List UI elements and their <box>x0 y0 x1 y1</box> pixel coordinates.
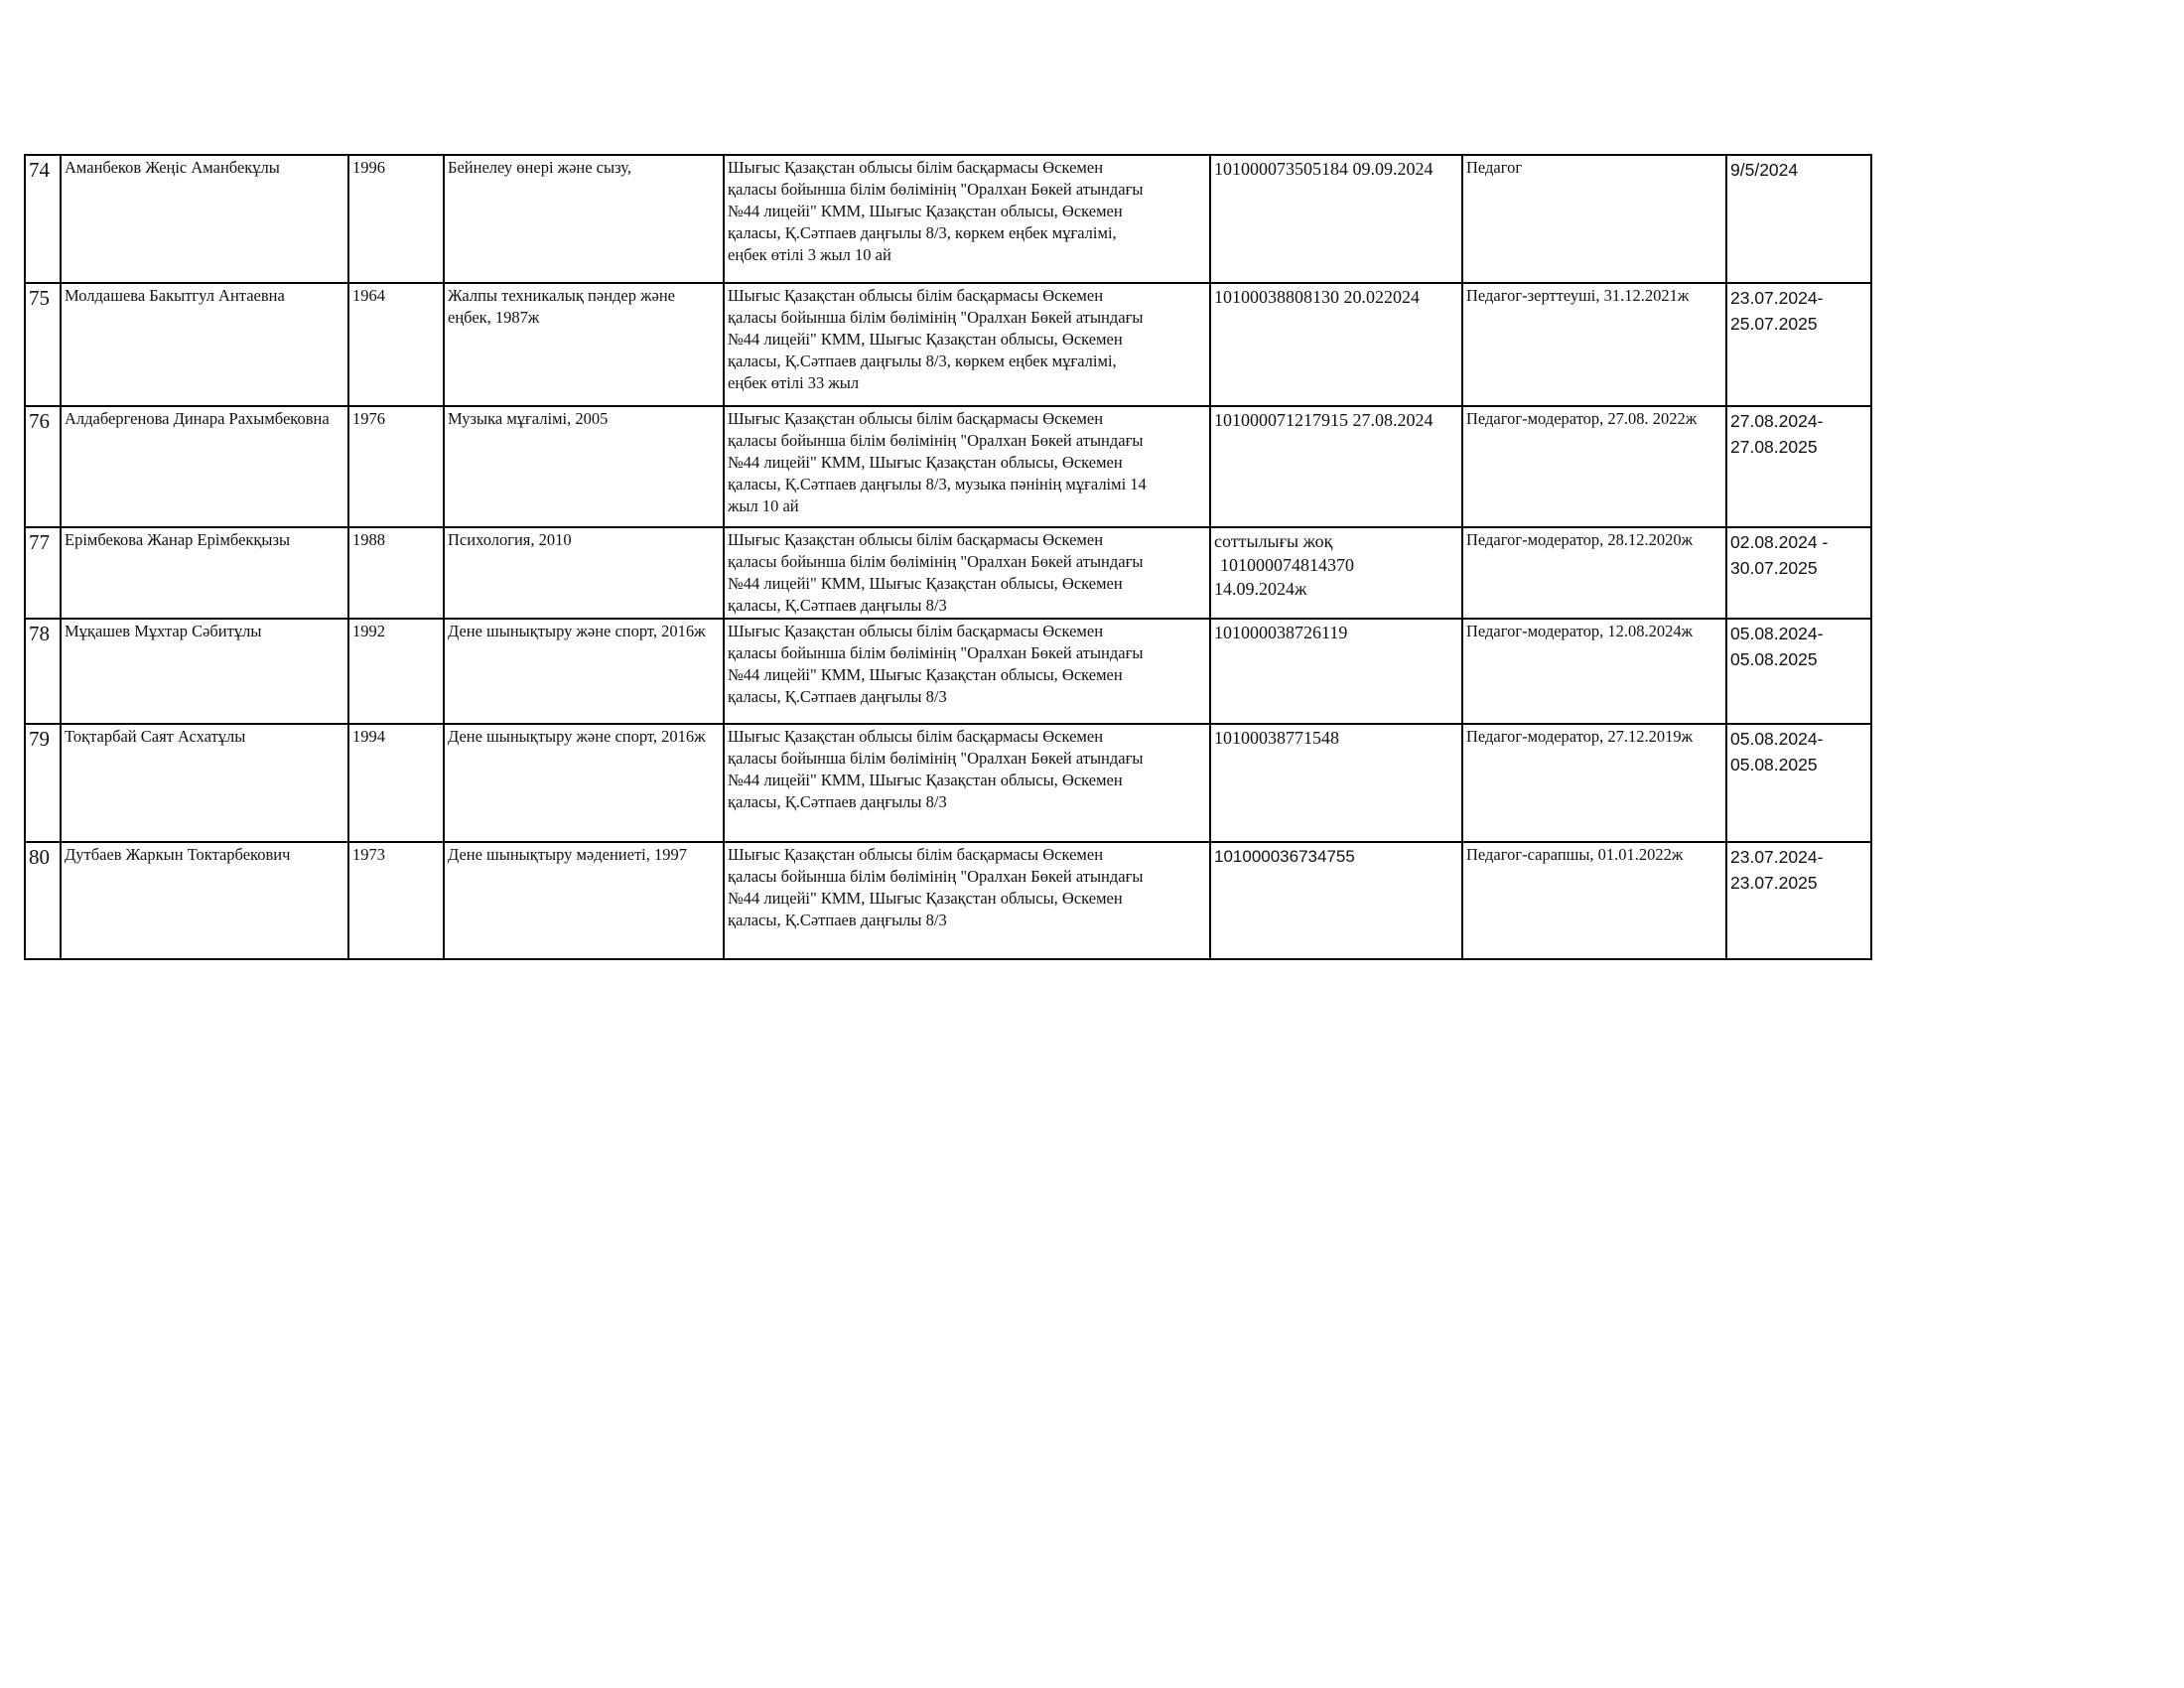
course-dates: 27.08.2024- 27.08.2025 <box>1726 406 1871 527</box>
education: Дене шынықтыру және спорт, 2016ж <box>444 724 724 842</box>
workplace <box>724 619 1210 724</box>
certificate-note: соттылығы жоқ <box>1214 531 1333 551</box>
course-dates: 02.08.2024 - 30.07.2025 <box>1726 527 1871 619</box>
certificate-date: 14.09.2024ж <box>1214 579 1307 599</box>
birth-year: 1994 <box>348 724 444 842</box>
birth-year: 1988 <box>348 527 444 619</box>
birth-year: 1992 <box>348 619 444 724</box>
workplace <box>724 155 1210 283</box>
certificate-number: 101000074814370 <box>1220 555 1354 575</box>
birth-year: 1973 <box>348 842 444 959</box>
full-name: Дутбаев Жаркын Токтарбекович <box>61 842 348 959</box>
qualification-category: Педагог-модератор, 27.12.2019ж <box>1462 724 1726 842</box>
qualification-category: Педагог <box>1462 155 1726 283</box>
workplace <box>724 406 1210 527</box>
table-row <box>25 842 1871 959</box>
full-name: Молдашева Бакытгул Антаевна <box>61 283 348 406</box>
qualification-category: Педагог-модератор, 28.12.2020ж <box>1462 527 1726 619</box>
qualification-category: Педагог-сарапшы, 01.01.2022ж <box>1462 842 1726 959</box>
workplace <box>724 842 1210 959</box>
qualification-category: Педагог-модератор, 12.08.2024ж <box>1462 619 1726 724</box>
row-number: 74 <box>25 155 61 283</box>
workplace-text: Шығыс Қазақстан облысы білім басқармасы Өскемен қаласы бойынша білім бөлімінің "Оралхан Бөкей атындағы №44 лицейі" КММ, Шығыс Қазақстан облысы, Өскемен қаласы, Қ.Сәтпаев даңғылы 8/3, көркем еңбек мұғалімі, еңбек өтілі 3 жыл 10 ай <box>728 158 1144 264</box>
workplace-text: Шығыс Қазақстан облысы білім басқармасы Өскемен қаласы бойынша білім бөлімінің "Оралхан Бөкей атындағы №44 лицейі" КММ, Шығыс Қазақстан облысы, Өскемен қаласы, Қ.Сәтпаев даңғылы 8/3 <box>728 530 1144 615</box>
qualification-category: Педагог-зерттеуші, 31.12.2021ж <box>1462 283 1726 406</box>
education: Дене шынықтыру мәдениеті, 1997 <box>444 842 724 959</box>
course-dates: 23.07.2024- 25.07.2025 <box>1726 283 1871 406</box>
workplace-text: Шығыс Қазақстан облысы білім басқармасы Өскемен қаласы бойынша білім бөлімінің "Оралхан Бөкей атындағы №44 лицейі" КММ, Шығыс Қазақстан облысы, Өскемен қаласы, Қ.Сәтпаев даңғылы 8/3, көркем еңбек мұғалімі, еңбек өтілі 33 жыл <box>728 286 1144 392</box>
table-row <box>25 527 1871 619</box>
full-name: Алдабергенова Динара Рахымбековна <box>61 406 348 527</box>
course-dates: 05.08.2024- 05.08.2025 <box>1726 724 1871 842</box>
course-dates: 05.08.2024- 05.08.2025 <box>1726 619 1871 724</box>
table-row <box>25 155 1871 283</box>
workplace-text: Шығыс Қазақстан облысы білім басқармасы Өскемен қаласы бойынша білім бөлімінің "Оралхан Бөкей атындағы №44 лицейі" КММ, Шығыс Қазақстан облысы, Өскемен қаласы, Қ.Сәтпаев даңғылы 8/3 <box>728 622 1144 706</box>
certificate-number: 101000036734755 <box>1214 847 1355 866</box>
full-name: Тоқтарбай Саят Асхатұлы <box>61 724 348 842</box>
workplace <box>724 283 1210 406</box>
workplace-text: Шығыс Қазақстан облысы білім басқармасы Өскемен қаласы бойынша білім бөлімінің "Оралхан Бөкей атындағы №44 лицейі" КММ, Шығыс Қазақстан облысы, Өскемен қаласы, Қ.Сәтпаев даңғылы 8/3, музыка пәнінің мұғалімі 14 жыл 10 ай <box>728 409 1147 515</box>
full-name: Аманбеков Жеңіс Аманбекұлы <box>61 155 348 283</box>
workplace-text: Шығыс Қазақстан облысы білім басқармасы Өскемен қаласы бойынша білім бөлімінің "Оралхан Бөкей атындағы №44 лицейі" КММ, Шығыс Қазақстан облысы, Өскемен қаласы, Қ.Сәтпаев даңғылы 8/3 <box>728 845 1144 929</box>
qualification-category: Педагог-модератор, 27.08. 2022ж <box>1462 406 1726 527</box>
table-row <box>25 724 1871 842</box>
full-name: Ерімбекова Жанар Ерімбекқызы <box>61 527 348 619</box>
row-number: 78 <box>25 619 61 724</box>
certificate <box>1210 842 1462 959</box>
workplace <box>724 527 1210 619</box>
table-row <box>25 619 1871 724</box>
certificate: 101000038726119 <box>1210 619 1462 724</box>
staff-table <box>24 154 1872 960</box>
table-row <box>25 406 1871 527</box>
certificate: 101000073505184 09.09.2024 <box>1210 155 1462 283</box>
full-name: Мұқашев Мұхтар Сәбитұлы <box>61 619 348 724</box>
birth-year: 1976 <box>348 406 444 527</box>
row-number: 79 <box>25 724 61 842</box>
row-number: 77 <box>25 527 61 619</box>
table-row <box>25 283 1871 406</box>
certificate <box>1210 527 1462 619</box>
certificate: 101000071217915 27.08.2024 <box>1210 406 1462 527</box>
education: Жалпы техникалық пәндер және еңбек, 1987ж <box>444 283 724 406</box>
education: Музыка мұғалімі, 2005 <box>444 406 724 527</box>
education: Бейнелеу өнері және сызу, <box>444 155 724 283</box>
row-number: 76 <box>25 406 61 527</box>
workplace <box>724 724 1210 842</box>
course-dates: 23.07.2024- 23.07.2025 <box>1726 842 1871 959</box>
course-dates: 9/5/2024 <box>1726 155 1871 283</box>
workplace-text: Шығыс Қазақстан облысы білім басқармасы Өскемен қаласы бойынша білім бөлімінің "Оралхан Бөкей атындағы №44 лицейі" КММ, Шығыс Қазақстан облысы, Өскемен қаласы, Қ.Сәтпаев даңғылы 8/3 <box>728 727 1144 811</box>
birth-year: 1964 <box>348 283 444 406</box>
row-number: 75 <box>25 283 61 406</box>
birth-year: 1996 <box>348 155 444 283</box>
certificate: 10100038808130 20.022024 <box>1210 283 1462 406</box>
education: Психология, 2010 <box>444 527 724 619</box>
certificate: 10100038771548 <box>1210 724 1462 842</box>
education: Дене шынықтыру және спорт, 2016ж <box>444 619 724 724</box>
row-number: 80 <box>25 842 61 959</box>
